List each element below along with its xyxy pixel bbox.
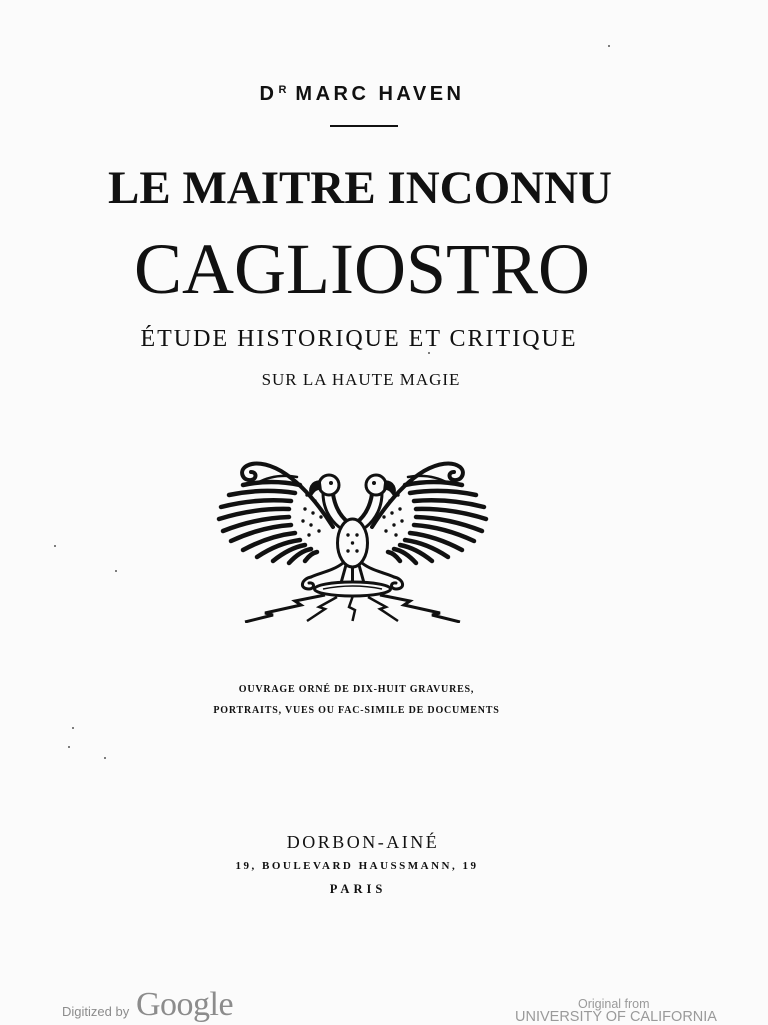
author-prefix-superscript: R [278,84,287,96]
illustrations-note-line-1: OUVRAGE ORNÉ DE DIX-HUIT GRAVURES, [238,684,475,695]
digitized-by-label: Digitized by [62,1004,130,1019]
publisher-name: DORBON-AINÉ [286,832,440,852]
double-headed-eagle-icon [215,455,490,623]
thunderbolt-bundle [315,582,391,621]
original-from-label: Original from [578,997,650,1011]
scan-speck [115,570,117,572]
scan-speck [68,746,70,748]
title-rule [330,125,398,127]
subtitle-line-2: SUR LA HAUTE MAGIE [261,370,461,389]
eagle-body [338,519,368,567]
publisher-address: 19, BOULEVARD HAUSSMANN, 19 [235,860,479,872]
eagle-left-half [219,464,349,622]
author-prefix: D [259,83,278,105]
scan-speck [72,727,74,729]
scan-speck [54,545,56,547]
eagle-right-half [356,464,486,622]
illustrations-note-line-2: PORTRAITS, VUES OU FAC-SIMILE DE DOCUMENTS [213,705,500,716]
publisher-city: PARIS [329,882,387,896]
title-line-2: CAGLIOSTRO [133,229,590,309]
scan-speck [608,45,610,47]
title-line-1: LE MAITRE INCONNU [108,162,612,214]
subtitle-line-1: ÉTUDE HISTORIQUE ET CRITIQUE [140,326,578,352]
author-line [0,82,724,109]
scan-speck [428,352,430,354]
author-name: MARC HAVEN [295,83,465,105]
scan-speck [104,757,106,759]
institution-label: UNIVERSITY OF CALIFORNIA [515,1009,717,1025]
google-logo: Google [136,986,234,1023]
